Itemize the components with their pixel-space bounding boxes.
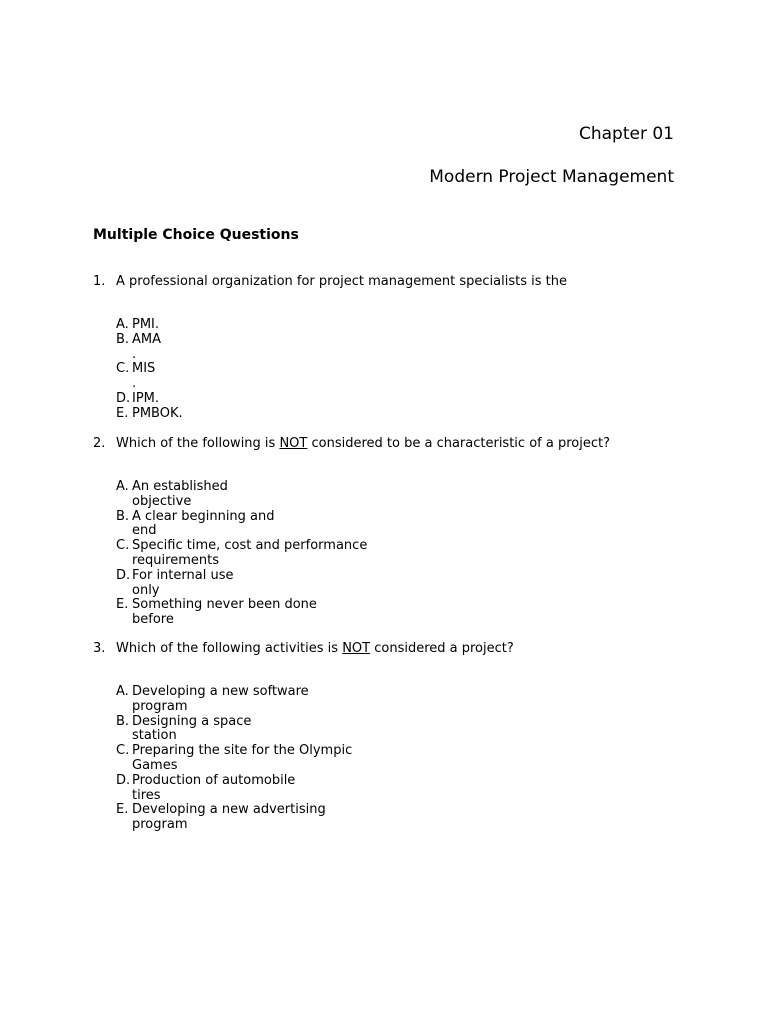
option-3c [116, 744, 352, 774]
question-emphasis: NOT [279, 436, 308, 451]
option-3b [116, 715, 352, 745]
question-text-before: Which of the following is [116, 436, 280, 451]
option-2e [116, 598, 367, 628]
option-text: Specific time, cost and performance requirements [132, 538, 368, 568]
option-letter: D. [116, 772, 131, 788]
option-text: PMI. [132, 317, 160, 332]
chapter-title: Modern Project Management [429, 167, 674, 187]
question-text-before: A professional organization for project management specialists is the [116, 274, 567, 289]
option-letter: B. [116, 508, 130, 524]
options-list-3 [116, 685, 352, 833]
option-text: Developing a new software program [132, 684, 309, 714]
option-text: Production of automobile tires [132, 772, 296, 803]
option-letter: D. [116, 567, 131, 583]
option-letter: B. [116, 331, 130, 347]
question-number: 3. [93, 641, 106, 656]
option-text: For internal use only [132, 567, 234, 598]
option-2a [116, 480, 367, 510]
options-list-1 [116, 318, 183, 422]
option-2b [116, 510, 367, 540]
question-text [116, 641, 514, 657]
option-letter: E. [116, 597, 129, 613]
question-text-before: Which of the following activities is [116, 641, 343, 656]
option-text: PMBOK. [132, 405, 183, 421]
option-letter: A. [116, 317, 129, 332]
option-letter: A. [116, 684, 129, 699]
option-text: AMA . [132, 331, 162, 362]
question-text-after: considered a project? [370, 641, 514, 656]
option-letter: B. [116, 713, 130, 729]
option-1e [116, 407, 183, 422]
question-number: 2. [93, 436, 106, 451]
option-text: MIS . [132, 361, 156, 392]
option-letter: D. [116, 390, 131, 406]
option-letter: C. [116, 538, 130, 554]
option-3d [116, 774, 352, 804]
option-text: IPM. [132, 390, 160, 406]
question-text [116, 436, 610, 452]
question-text-after: considered to be a characteristic of a project? [307, 436, 610, 451]
section-heading: Multiple Choice Questions [93, 227, 299, 243]
option-2d [116, 569, 367, 599]
option-letter: E. [116, 405, 129, 421]
option-text: A clear beginning and end [132, 508, 275, 539]
option-letter: C. [116, 743, 130, 759]
option-text: Preparing the site for the Olympic Games [132, 743, 353, 773]
option-3e [116, 803, 352, 833]
option-text: Something never been done before [132, 597, 317, 628]
option-text: Designing a space station [132, 713, 252, 744]
option-1a [116, 318, 183, 333]
option-text: Developing a new advertising program [132, 802, 326, 833]
options-list-2 [116, 480, 367, 628]
option-1b [116, 333, 183, 363]
option-letter: A. [116, 479, 129, 494]
question-emphasis: NOT [342, 641, 371, 656]
option-text: An established objective [132, 479, 228, 509]
option-1d [116, 392, 183, 407]
option-3a [116, 685, 352, 715]
chapter-number: Chapter 01 [578, 124, 674, 144]
option-2c [116, 539, 367, 569]
option-letter: E. [116, 802, 129, 818]
question-number: 1. [93, 274, 106, 289]
question-text [116, 274, 567, 290]
option-1c [116, 362, 183, 392]
option-letter: C. [116, 361, 130, 377]
